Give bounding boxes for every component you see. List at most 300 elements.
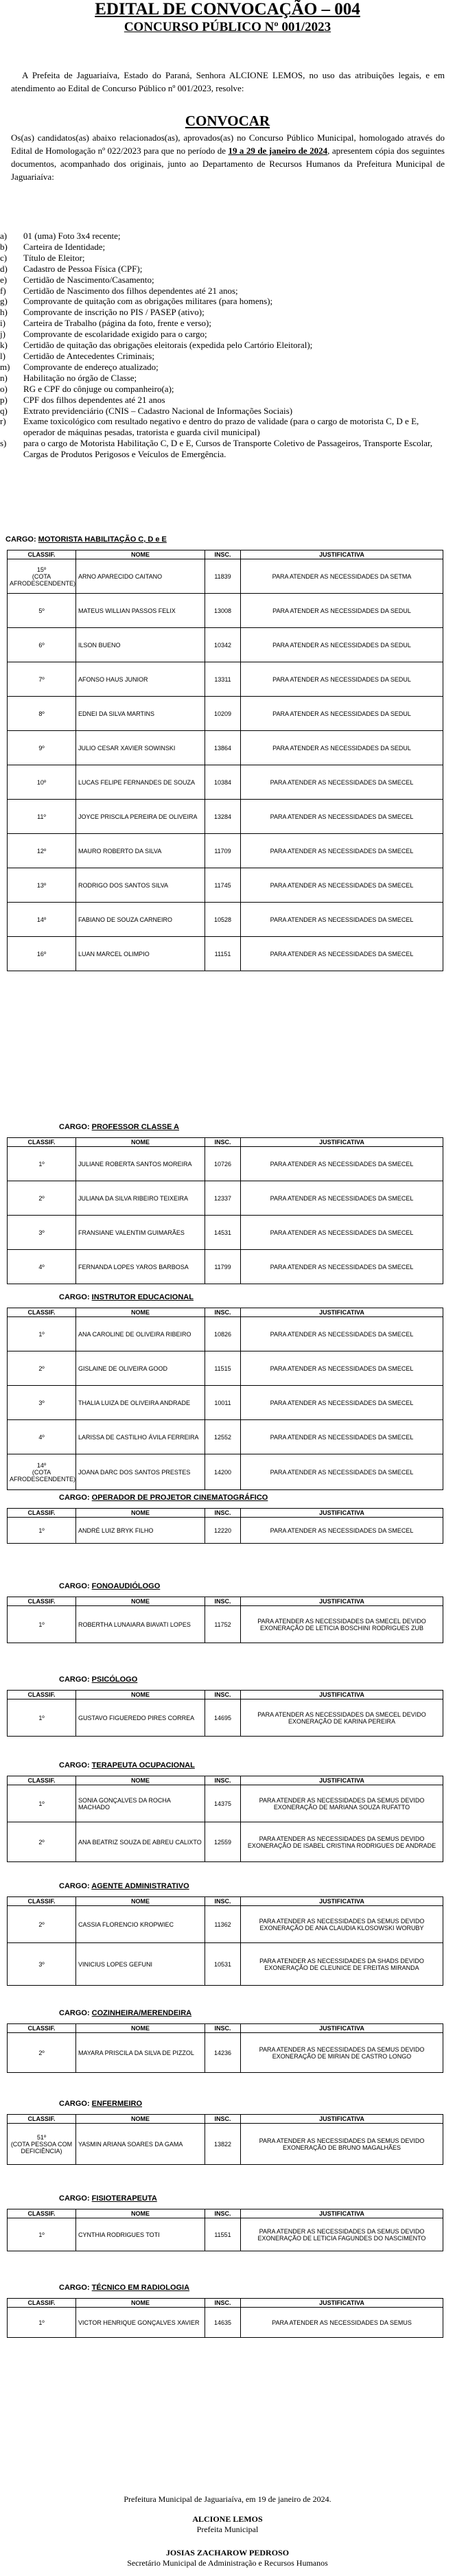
cell-classif: 4º (8, 1250, 76, 1284)
document-item (0, 307, 446, 318)
document-item (0, 384, 446, 395)
cargo-label: CARGO: (5, 535, 36, 544)
cell-justificativa: PARA ATENDER AS NECESSIDADES DA SEMUS DEVIDO EXONERAÇÃO DE ANA CLAUDIA KLOSOWSKI WORUBY (241, 1906, 443, 1943)
document-item (0, 296, 446, 307)
cargo-table (7, 1776, 443, 1862)
cell-nome: ANDRÉ LUIZ BRYK FILHO (76, 1518, 205, 1544)
cell-insc: 10726 (205, 1147, 241, 1181)
cell-classif: 8º (8, 697, 76, 731)
body-text-2: , apresentem cópia dos seguintes documentos, acompanhado dos originais, junto ao Departamento de Recursos Humanos da Prefeitura Municipal de Jaguariaíva: (11, 146, 445, 182)
table-row (8, 1250, 443, 1284)
cell-insc: 10528 (205, 903, 241, 937)
header-justificativa: JUSTIFICATIVA (241, 1776, 443, 1785)
cargo-heading (59, 1293, 194, 1301)
cell-nome: JULIANE ROBERTA SANTOS MOREIRA (76, 1147, 205, 1181)
cell-nome: FABIANO DE SOUZA CARNEIRO (76, 903, 205, 937)
cell-classif: 2º (8, 1181, 76, 1216)
table-row (8, 1147, 443, 1181)
table-row (8, 2033, 443, 2073)
header-justificativa: JUSTIFICATIVA (241, 2024, 443, 2033)
header-insc: INSC. (205, 2299, 241, 2308)
header-nome: NOME (76, 550, 205, 559)
body-paragraph (11, 131, 445, 183)
cargo-label: CARGO: (59, 2009, 90, 2017)
cell-nome: VINICIUS LOPES GEFUNI (76, 1943, 205, 1986)
document-item-letter: i) (0, 318, 5, 329)
document-item-letter: p) (0, 394, 8, 405)
cell-insc: 12559 (205, 1822, 241, 1862)
document-item-text: Comprovante de endereço atualizado; (23, 361, 159, 372)
cell-insc: 11515 (205, 1351, 241, 1386)
cell-classif: 3º (8, 1386, 76, 1420)
document-item (0, 275, 446, 286)
table-row (8, 1454, 443, 1490)
header-nome: NOME (76, 1897, 205, 1906)
cell-classif: 9º (8, 731, 76, 765)
header-insc: INSC. (205, 1776, 241, 1785)
cell-nome: AFONSO HAUS JUNIOR (76, 662, 205, 697)
cell-nome: GUSTAVO FIGUEREDO PIRES CORREA (76, 1699, 205, 1737)
table-row (8, 1181, 443, 1216)
table-header-row (8, 2115, 443, 2124)
header-justificativa: JUSTIFICATIVA (241, 1897, 443, 1906)
cell-nome: ANA BEATRIZ SOUZA DE ABREU CALIXTO (76, 1822, 205, 1862)
cell-insc: 11752 (205, 1606, 241, 1643)
header-insc: INSC. (205, 1509, 241, 1518)
document-item-letter: k) (0, 340, 8, 351)
cell-nome: JOYCE PRISCILA PEREIRA DE OLIVEIRA (76, 800, 205, 834)
cell-insc: 13311 (205, 662, 241, 697)
document-item (0, 351, 446, 362)
header-insc: INSC. (205, 2024, 241, 2033)
cargo-table (7, 2298, 443, 2338)
cargo-name: FISIOTERAPEUTA (91, 2194, 157, 2203)
document-item-letter: d) (0, 263, 8, 274)
cell-justificativa: PARA ATENDER AS NECESSIDADES DA SEDUL (241, 662, 443, 697)
cell-nome: JULIANA DA SILVA RIBEIRO TEIXEIRA (76, 1181, 205, 1216)
cell-insc: 13822 (205, 2124, 241, 2165)
table-row (8, 1216, 443, 1250)
document-item-text: Comprovante de inscrição no PIS / PASEP (ativo); (23, 307, 205, 318)
document-item (0, 286, 446, 297)
header-insc: INSC. (205, 1897, 241, 1906)
cell-insc: 11551 (205, 2218, 241, 2251)
header-classif: CLASSIF. (8, 2024, 76, 2033)
cell-nome: JULIO CESAR XAVIER SOWINSKI (76, 731, 205, 765)
header-classif: CLASSIF. (8, 1691, 76, 1699)
document-item (0, 373, 446, 384)
header-nome: NOME (76, 1776, 205, 1785)
table-header-row (8, 1776, 443, 1785)
cell-justificativa: PARA ATENDER AS NECESSIDADES DA SEMUS (241, 2308, 443, 2338)
document-item-text: Certidão de Nascimento dos filhos dependentes até 21 anos; (23, 285, 238, 296)
document-item-letter: h) (0, 307, 8, 318)
document-item-text: Certidão de quitação das obrigações eleitorais (expedida pelo Cartório Eleitoral); (23, 340, 313, 351)
intro-paragraph: A Prefeita de Jaguariaíva, Estado do Paraná, Senhora ALCIONE LEMOS, no uso das atribuições legais, e em atendimento ao Edital de Concurso Público nº 001/2023, resolve: (11, 70, 445, 93)
cell-classif: 5º (8, 594, 76, 628)
cell-justificativa: PARA ATENDER AS NECESSIDADES DA SEDUL (241, 697, 443, 731)
document-item-text: RG e CPF do cônjuge ou companheiro(a); (23, 383, 174, 394)
cell-insc: 13008 (205, 594, 241, 628)
cell-insc: 12337 (205, 1181, 241, 1216)
cell-classif: 14º (COTA AFRODESCENDENTE) (8, 1454, 76, 1490)
cell-insc: 11362 (205, 1906, 241, 1943)
cell-nome: FRANSIANE VALENTIM GUIMARÃES (76, 1216, 205, 1250)
cell-nome: FERNANDA LOPES YAROS BARBOSA (76, 1250, 205, 1284)
table-header-row (8, 1897, 443, 1906)
document-item (0, 264, 446, 275)
cargo-heading (59, 1494, 268, 1502)
header-insc: INSC. (205, 1691, 241, 1699)
document-item-text: para o cargo de Motorista Habilitação C, D e E, Cursos de Transporte Coletivo de Passageiros, Transporte Escolar, Cargas de Produtos Perigosos e Veículos de Emergência. (23, 438, 433, 460)
header-nome: NOME (76, 1509, 205, 1518)
table-row (8, 1785, 443, 1822)
cell-classif: 1º (8, 2308, 76, 2338)
document-item-letter: e) (0, 274, 8, 285)
table-header-row (8, 2024, 443, 2033)
cargo-label: CARGO: (59, 1123, 90, 1131)
document-item-letter: m) (0, 361, 10, 372)
table-header-row (8, 1691, 443, 1699)
table-row (8, 903, 443, 937)
document-item-letter: f) (0, 285, 6, 296)
cell-justificativa: PARA ATENDER AS NECESSIDADES DA SMECEL (241, 1250, 443, 1284)
cell-classif: 1º (8, 1518, 76, 1544)
table-row (8, 628, 443, 662)
header-justificativa: JUSTIFICATIVA (241, 2209, 443, 2218)
document-item-text: CPF dos filhos dependentes até 21 anos (23, 394, 165, 405)
footer-date: Prefeitura Municipal de Jaguariaíva, em 19 de janeiro de 2024. (124, 2494, 331, 2504)
cargo-label: CARGO: (59, 1882, 90, 1890)
cell-justificativa: PARA ATENDER AS NECESSIDADES DA SHADS DEVIDO EXONERAÇÃO DE CLEUNICE DE FREITAS MIRANDA (241, 1943, 443, 1986)
table-row (8, 594, 443, 628)
document-item (0, 340, 446, 351)
cell-insc: 10209 (205, 697, 241, 731)
cell-justificativa: PARA ATENDER AS NECESSIDADES DA SEMUS DEVIDO EXONERAÇÃO DE LETICIA FAGUNDES DO NASCIMENTO (241, 2218, 443, 2251)
document-item-letter: g) (0, 296, 8, 307)
document-item (0, 395, 446, 406)
document-item (0, 242, 446, 253)
header-nome: NOME (76, 1597, 205, 1606)
cell-classif: 7º (8, 662, 76, 697)
cell-nome: EDNEI DA SILVA MARTINS (76, 697, 205, 731)
cell-insc: 12220 (205, 1518, 241, 1544)
cell-classif: 16º (8, 937, 76, 971)
table-row (8, 868, 443, 903)
cell-justificativa: PARA ATENDER AS NECESSIDADES DA SMECEL (241, 937, 443, 971)
cell-insc: 14375 (205, 1785, 241, 1822)
cell-insc: 11799 (205, 1250, 241, 1284)
cell-classif: 15º (COTA AFRODESCENDENTE) (8, 559, 76, 594)
cargo-label: CARGO: (59, 2194, 90, 2203)
document-item (0, 253, 446, 264)
header-insc: INSC. (205, 1597, 241, 1606)
document-item-text: 01 (uma) Foto 3x4 recente; (23, 231, 121, 241)
cell-classif: 4º (8, 1420, 76, 1454)
document-item-letter: a) (0, 231, 8, 241)
header-insc: INSC. (205, 1308, 241, 1317)
header-justificativa: JUSTIFICATIVA (241, 1509, 443, 1518)
cell-justificativa: PARA ATENDER AS NECESSIDADES DA SEDUL (241, 594, 443, 628)
page-subtitle: CONCURSO PÚBLICO Nº 001/2023 (124, 20, 331, 34)
cell-insc: 14695 (205, 1699, 241, 1737)
header-insc: INSC. (205, 2115, 241, 2124)
cell-justificativa: PARA ATENDER AS NECESSIDADES DA SMECEL (241, 1518, 443, 1544)
table-row (8, 1699, 443, 1737)
cell-classif: 12º (8, 834, 76, 868)
cell-justificativa: PARA ATENDER AS NECESSIDADES DA SEMUS DEVIDO EXONERAÇÃO DE ISABEL CRISTINA RODRIGUES DE ANDRADE (241, 1822, 443, 1862)
cell-insc: 11709 (205, 834, 241, 868)
header-classif: CLASSIF. (8, 1776, 76, 1785)
cargo-table (7, 1308, 443, 1490)
cell-nome: JOANA DARC DOS SANTOS PRESTES (76, 1454, 205, 1490)
cell-classif: 3º (8, 1943, 76, 1986)
cell-classif: 10º (8, 765, 76, 800)
cargo-heading (5, 535, 167, 544)
cell-classif: 51º (COTA PESSOA COM DEFICIÊNCIA) (8, 2124, 76, 2165)
table-row (8, 800, 443, 834)
table-header-row (8, 1308, 443, 1317)
cell-nome: ILSON BUENO (76, 628, 205, 662)
cargo-table (7, 2114, 443, 2165)
table-row (8, 937, 443, 971)
cell-justificativa: PARA ATENDER AS NECESSIDADES DA SMECEL (241, 1147, 443, 1181)
cell-classif: 2º (8, 1906, 76, 1943)
cell-justificativa: PARA ATENDER AS NECESSIDADES DA SMECEL (241, 1216, 443, 1250)
cargo-label: CARGO: (59, 1582, 90, 1590)
document-item-letter: q) (0, 405, 8, 416)
table-header-row (8, 550, 443, 559)
cell-insc: 10384 (205, 765, 241, 800)
cargo-heading (59, 1882, 189, 1890)
header-classif: CLASSIF. (8, 1897, 76, 1906)
table-row (8, 559, 443, 594)
cell-nome: ANA CAROLINE DE OLIVEIRA RIBEIRO (76, 1317, 205, 1351)
document-item-letter: n) (0, 372, 8, 383)
cargo-label: CARGO: (59, 1494, 90, 1502)
cell-insc: 10826 (205, 1317, 241, 1351)
table-header-row (8, 1597, 443, 1606)
table-row (8, 1606, 443, 1643)
table-row (8, 697, 443, 731)
header-nome: NOME (76, 1138, 205, 1147)
header-insc: INSC. (205, 550, 241, 559)
table-header-row (8, 2299, 443, 2308)
document-item (0, 362, 446, 373)
header-classif: CLASSIF. (8, 550, 76, 559)
cell-nome: GISLAINE DE OLIVEIRA GOOD (76, 1351, 205, 1386)
document-item-text: Carteira de Identidade; (23, 241, 106, 252)
header-nome: NOME (76, 2115, 205, 2124)
cargo-name: ENFERMEIRO (91, 2100, 143, 2108)
document-item-letter: c) (0, 252, 8, 263)
cargo-label: CARGO: (59, 2100, 90, 2108)
cell-nome: ROBERTHA LUNAIARA BIAVATI LOPES (76, 1606, 205, 1643)
cargo-table (7, 1508, 443, 1544)
cell-classif: 1º (8, 1606, 76, 1643)
cell-classif: 2º (8, 1351, 76, 1386)
cargo-table (7, 550, 443, 971)
document-item-text: Cadastro de Pessoa Física (CPF); (23, 263, 143, 274)
header-justificativa: JUSTIFICATIVA (241, 1138, 443, 1147)
cell-justificativa: PARA ATENDER AS NECESSIDADES DA SMECEL (241, 1386, 443, 1420)
cargo-name: TERAPEUTA OCUPACIONAL (91, 1761, 195, 1769)
cargo-name: MOTORISTA HABILITAÇÃO C, D e E (38, 535, 167, 544)
convocar-heading: CONVOCAR (185, 113, 270, 129)
document-item-letter: l) (0, 350, 5, 361)
header-nome: NOME (76, 1308, 205, 1317)
table-header-row (8, 1509, 443, 1518)
cell-classif: 1º (8, 1699, 76, 1737)
cargo-name: PROFESSOR CLASSE A (91, 1123, 180, 1131)
header-nome: NOME (76, 1691, 205, 1699)
cell-justificativa: PARA ATENDER AS NECESSIDADES DA SMECEL (241, 800, 443, 834)
cell-classif: 2º (8, 1822, 76, 1862)
cargo-name: OPERADOR DE PROJETOR CINEMATOGRÁFICO (91, 1494, 268, 1502)
cell-insc: 10531 (205, 1943, 241, 1986)
cell-nome: VICTOR HENRIQUE GONÇALVES XAVIER (76, 2308, 205, 2338)
cell-justificativa: PARA ATENDER AS NECESSIDADES DA SEDUL (241, 731, 443, 765)
cell-justificativa: PARA ATENDER AS NECESSIDADES DA SEMUS DEVIDO EXONERAÇÃO DE BRUNO MAGALHÃES (241, 2124, 443, 2165)
cell-justificativa: PARA ATENDER AS NECESSIDADES DA SMECEL DEVIDO EXONERAÇÃO DE KARINA PEREIRA (241, 1699, 443, 1737)
cell-justificativa: PARA ATENDER AS NECESSIDADES DA SEMUS DEVIDO EXONERAÇÃO DE MARIANA SOUZA RUFATTO (241, 1785, 443, 1822)
cell-justificativa: PARA ATENDER AS NECESSIDADES DA SMECEL (241, 1420, 443, 1454)
cargo-heading (59, 2100, 142, 2108)
table-row (8, 662, 443, 697)
cell-nome: THALIA LUIZA DE OLIVEIRA ANDRADE (76, 1386, 205, 1420)
table-row (8, 1822, 443, 1862)
cargo-heading (59, 1582, 160, 1590)
cell-classif: 1º (8, 1147, 76, 1181)
cargo-name: TÉCNICO EM RADIOLOGIA (91, 2284, 190, 2292)
table-row (8, 1386, 443, 1420)
document-item (0, 438, 446, 460)
cell-nome: LUCAS FELIPE FERNANDES DE SOUZA (76, 765, 205, 800)
cell-nome: MAURO ROBERTO DA SILVA (76, 834, 205, 868)
cell-insc: 14236 (205, 2033, 241, 2073)
document-item-text: Certidão de Nascimento/Casamento; (23, 274, 154, 285)
cell-justificativa: PARA ATENDER AS NECESSIDADES DA SMECEL (241, 1317, 443, 1351)
cell-nome: LUAN MARCEL OLIMPIO (76, 937, 205, 971)
document-item (0, 329, 446, 340)
table-row (8, 834, 443, 868)
document-item (0, 231, 446, 242)
cell-justificativa: PARA ATENDER AS NECESSIDADES DA SMECEL (241, 1181, 443, 1216)
table-row (8, 1518, 443, 1544)
cell-insc: 10011 (205, 1386, 241, 1420)
cargo-label: CARGO: (59, 1293, 90, 1301)
cargo-table (7, 1137, 443, 1284)
header-justificativa: JUSTIFICATIVA (241, 2115, 443, 2124)
document-item-text: Comprovante de quitação com as obrigações militares (para homens); (23, 296, 273, 307)
cargo-heading (59, 2284, 189, 2292)
cell-nome: LARISSA DE CASTILHO ÁVILA FERREIRA (76, 1420, 205, 1454)
table-row (8, 2308, 443, 2338)
cargo-label: CARGO: (59, 1761, 90, 1769)
document-item-text: Certidão de Antecedentes Criminais; (23, 350, 154, 361)
document-item-text: Habilitação no órgão de Classe; (23, 372, 137, 383)
cargo-table (7, 1690, 443, 1737)
cell-insc: 14531 (205, 1216, 241, 1250)
cargo-heading (59, 2009, 191, 2017)
document-item (0, 406, 446, 417)
cargo-name: COZINHEIRA/MERENDEIRA (91, 2009, 192, 2017)
documents-list (0, 231, 446, 460)
header-classif: CLASSIF. (8, 1308, 76, 1317)
cargo-table (7, 2209, 443, 2251)
header-justificativa: JUSTIFICATIVA (241, 2299, 443, 2308)
cell-classif: 14º (8, 903, 76, 937)
document-item-letter: r) (0, 416, 6, 427)
cell-justificativa: PARA ATENDER AS NECESSIDADES DA SETMA (241, 559, 443, 594)
cargo-table (7, 1896, 443, 1986)
body-period: 19 a 29 de janeiro de 2024 (228, 146, 328, 156)
document-item-text: Extrato previdenciário (CNIS – Cadastro Nacional de Informações Sociais) (23, 405, 293, 416)
table-row (8, 2124, 443, 2165)
cell-nome: MATEUS WILLIAN PASSOS FELIX (76, 594, 205, 628)
cargo-name: FONOAUDIÓLOGO (91, 1582, 161, 1590)
table-row (8, 1906, 443, 1943)
signer2-role: Secretário Municipal de Administração e Recursos Humanos (127, 2558, 328, 2568)
cell-nome: CYNTHIA RODRIGUES TOTI (76, 2218, 205, 2251)
header-insc: INSC. (205, 1138, 241, 1147)
document-item (0, 416, 446, 438)
table-header-row (8, 2209, 443, 2218)
header-nome: NOME (76, 2209, 205, 2218)
document-item-letter: b) (0, 241, 8, 252)
header-justificativa: JUSTIFICATIVA (241, 1597, 443, 1606)
document-item (0, 318, 446, 329)
cargo-heading (59, 2194, 157, 2203)
cell-insc: 13284 (205, 800, 241, 834)
cell-justificativa: PARA ATENDER AS NECESSIDADES DA SMECEL (241, 1454, 443, 1490)
cell-insc: 14200 (205, 1454, 241, 1490)
cell-insc: 14635 (205, 2308, 241, 2338)
signer1-role: Prefeita Municipal (196, 2525, 259, 2534)
cell-justificativa: PARA ATENDER AS NECESSIDADES DA SMECEL (241, 834, 443, 868)
cell-classif: 11º (8, 800, 76, 834)
cell-insc: 11839 (205, 559, 241, 594)
cell-justificativa: PARA ATENDER AS NECESSIDADES DA SEMUS DEVIDO EXONERAÇÃO DE MIRIAN DE CASTRO LONGO (241, 2033, 443, 2073)
header-classif: CLASSIF. (8, 2299, 76, 2308)
cell-justificativa: PARA ATENDER AS NECESSIDADES DA SEDUL (241, 628, 443, 662)
cell-classif: 1º (8, 2218, 76, 2251)
cell-classif: 6º (8, 628, 76, 662)
header-classif: CLASSIF. (8, 1509, 76, 1518)
cell-insc: 13864 (205, 731, 241, 765)
cell-nome: SONIA GONÇALVES DA ROCHA MACHADO (76, 1785, 205, 1822)
cell-justificativa: PARA ATENDER AS NECESSIDADES DA SMECEL DEVIDO EXONERAÇÃO DE LETICIA BOSCHINI RODRIGUES ZUB (241, 1606, 443, 1643)
document-item-text: Exame toxicológico com resultado negativo e dentro do prazo de validade (para o cargo de motorista C, D e E, operador de máquinas pesadas, tratorista e guarda civil municipal) (23, 416, 419, 438)
cell-nome: MAYARA PRISCILA DA SILVA DE PIZZOL (76, 2033, 205, 2073)
table-row (8, 1317, 443, 1351)
signer2-name: JOSIAS ZACHAROW PEDROSO (165, 2548, 290, 2557)
table-header-row (8, 1138, 443, 1147)
cargo-heading (59, 1675, 137, 1684)
cell-nome: RODRIGO DOS SANTOS SILVA (76, 868, 205, 903)
signer1-name: ALCIONE LEMOS (192, 2514, 263, 2524)
header-justificativa: JUSTIFICATIVA (241, 550, 443, 559)
cell-nome: CASSIA FLORENCIO KROPWIEC (76, 1906, 205, 1943)
header-classif: CLASSIF. (8, 1138, 76, 1147)
table-row (8, 731, 443, 765)
table-row (8, 2218, 443, 2251)
cargo-name: AGENTE ADMINISTRATIVO (91, 1882, 189, 1890)
cargo-table (7, 1597, 443, 1643)
cell-justificativa: PARA ATENDER AS NECESSIDADES DA SMECEL (241, 765, 443, 800)
cell-classif: 1º (8, 1785, 76, 1822)
header-justificativa: JUSTIFICATIVA (241, 1691, 443, 1699)
